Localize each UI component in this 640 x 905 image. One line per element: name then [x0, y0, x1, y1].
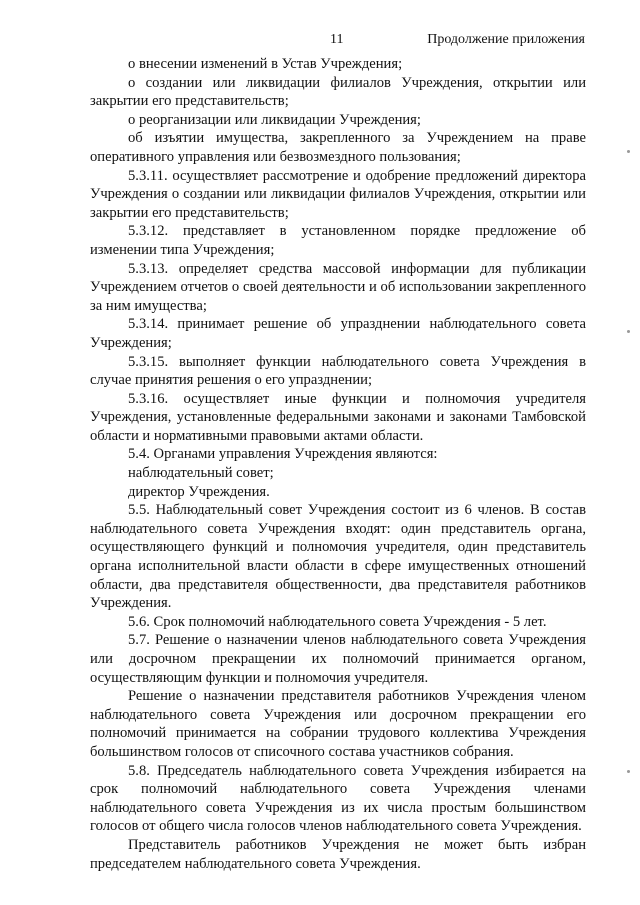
continuation-label: Продолжение приложения: [427, 32, 585, 47]
paragraph: о реорганизации или ликвидации Учреждения;: [128, 111, 421, 128]
scan-speck: [627, 150, 630, 153]
paragraph: наблюдательный совет;: [128, 465, 274, 482]
document-body: [90, 55, 586, 873]
paragraph: директор Учреждения.: [128, 483, 270, 500]
paragraph: 5.3.12. представляет в установленном порядке предложение об изменении типа Учреждения;: [90, 223, 586, 258]
scan-speck: [627, 330, 630, 333]
paragraph: 5.4. Органами управления Учреждения являются:: [128, 446, 438, 463]
paragraph: Представитель работников Учреждения не может быть избран председателем наблюдательного совета Учреждения.: [90, 836, 586, 872]
paragraph: Решение о назначении представителя работников Учреждения членом наблюдательного совета Учреждения или досрочном прекращении его полномочий принимается на собрании трудового коллектива Учреждения большинством голосов от списочного состава участников собрания.: [90, 688, 586, 760]
paragraph: 5.3.16. осуществляет иные функции и полномочия учредителя Учреждения, установленные федеральными законами и законами Тамбовской области и нормативными правовыми актами области.: [90, 390, 586, 444]
paragraph: 5.3.14. принимает решение об упразднении наблюдательного совета Учреждения;: [90, 316, 586, 351]
page-header: [0, 32, 640, 52]
paragraph: 5.3.15. выполняет функции наблюдательного совета Учреждения в случае принятия решения о его упразднении;: [90, 353, 586, 389]
paragraph: 5.3.13. определяет средства массовой информации для публикации Учреждением отчетов о своей деятельности и об использовании закрепленного за ним имущества;: [90, 260, 586, 314]
paragraph: 5.6. Срок полномочий наблюдательного совета Учреждения - 5 лет.: [128, 613, 547, 630]
paragraph: 5.7. Решение о назначении членов наблюдательного совета Учреждения или досрочном прекращении их полномочий принимается органом, осуществляющим функции и полномочия учредителя.: [90, 632, 586, 686]
page-number: 11: [330, 32, 344, 47]
paragraph: 5.3.11. осуществляет рассмотрение и одобрение предложений директора Учреждения о создании или ликвидации филиалов Учреждения, открытии или закрытии его представительств;: [90, 167, 586, 221]
paragraph: 5.8. Председатель наблюдательного совета Учреждения избирается на срок полномочий наблюдательного совета Учреждения членами наблюдательного совета Учреждения из их числа простым большинством голосов от общего числа голосов членов наблюдательного совета Учреждения.: [90, 762, 586, 835]
paragraph: об изъятии имущества, закрепленного за Учреждением на праве оперативного управления или безвозмездного пользования;: [90, 130, 586, 165]
scan-speck: [627, 770, 630, 773]
paragraph: о внесении изменений в Устав Учреждения;: [128, 56, 403, 72]
paragraph: 5.5. Наблюдательный совет Учреждения состоит из 6 членов. В состав наблюдательного совета Учреждения входят: один представитель органа, осуществляющего функций и полномочия учредителя, один представитель органа исполнительной власти области в сфере имущественных отношений области, два представителя общественности, два представителя работников Учреждения.: [90, 502, 586, 612]
paragraph: о создании или ликвидации филиалов Учреждения, открытии или закрытии его представительств;: [90, 74, 586, 110]
